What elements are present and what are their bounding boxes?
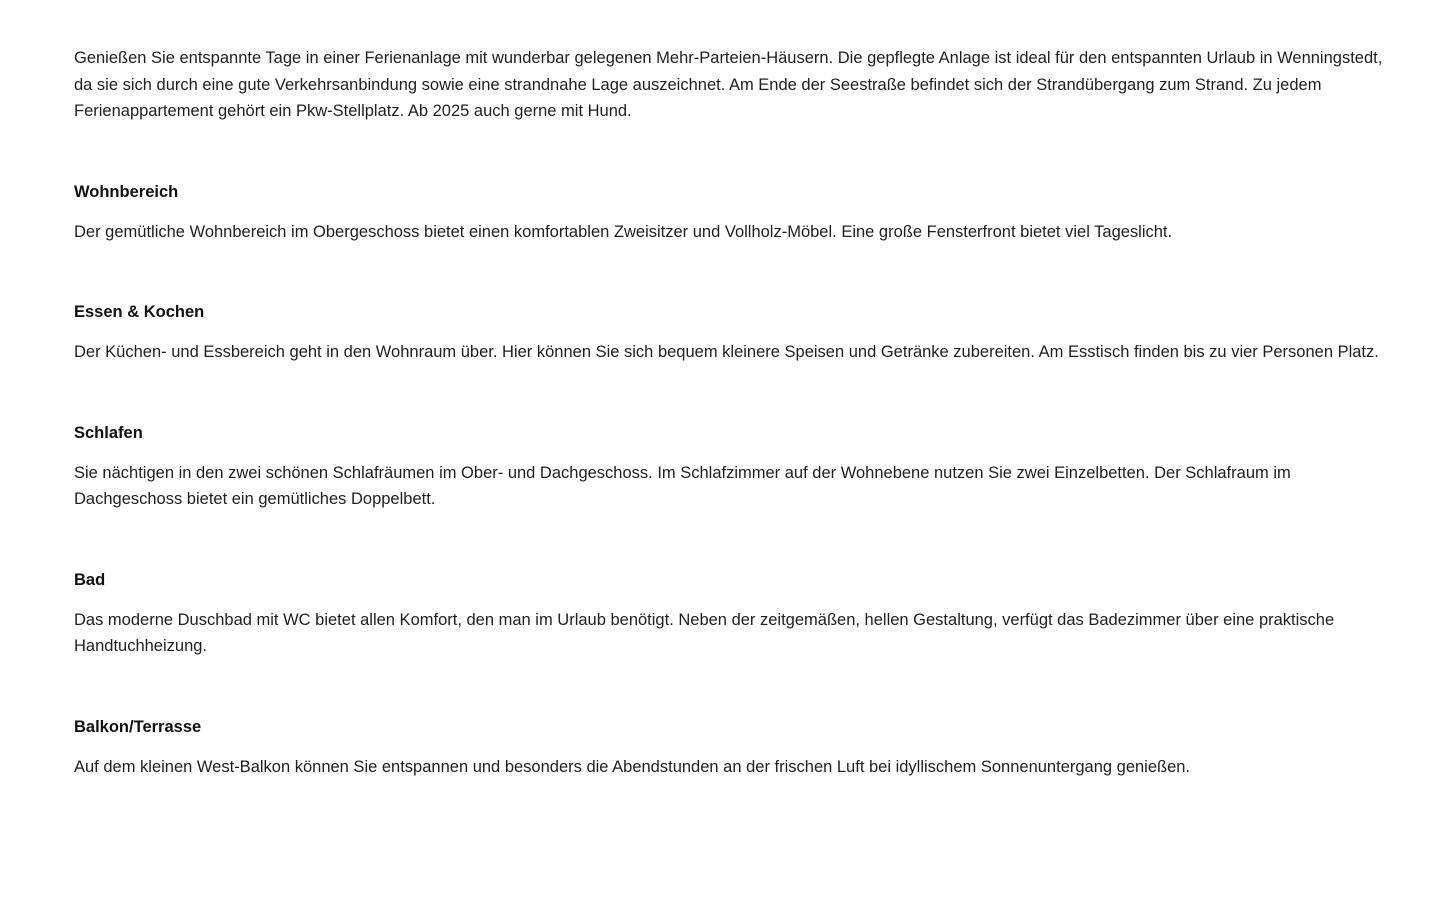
section-schlafen [74,420,1384,513]
section-heading: Essen & Kochen [74,303,205,321]
section-text: Der gemütliche Wohnbereich im Obergeschoss bietet einen komfortablen Zweisitzer und Vollholz-Möbel. Eine große Fensterfront bietet viel Tageslicht. [74,222,1173,241]
document-content [74,45,1384,780]
intro-paragraph: Genießen Sie entspannte Tage in einer Ferienanlage mit wunderbar gelegenen Mehr-Parteien-Häusern. Die gepflegte Anlage ist ideal für den entspannten Urlaub in Wenningstedt, da sie sich durch eine gute Verkehrsanbindung sowie eine strandnahe Lage auszeichnet. Am Ende der Seestraße befindet sich der Strandübergang zum Strand. Zu jedem Ferienappartement gehört ein Pkw-Stellplatz. Ab 2025 auch gerne mit Hund. [74,49,1383,120]
section-text: Der Küchen- und Essbereich geht in den Wohnraum über. Hier können Sie sich bequem kleinere Speisen und Getränke zubereiten. Am Esstisch finden bis zu vier Personen Platz. [74,343,1379,361]
section-text: Das moderne Duschbad mit WC bietet allen Komfort, den man im Urlaub benötigt. Neben der zeitgemäßen, hellen Gestaltung, verfügt das Badezimmer über eine praktische Handtuchheizung. [74,610,1335,655]
section-heading: Schlafen [74,423,143,442]
section-essen-kochen [74,299,1384,366]
section-balkon-terrasse [74,714,1384,781]
section-bad [74,567,1384,660]
section-heading: Bad [74,570,106,589]
section-heading: Balkon/Terrasse [74,717,202,736]
section-text: Auf dem kleinen West-Balkon können Sie entspannen und besonders die Abendstunden an der frischen Luft bei idyllischem Sonnenuntergang genießen. [74,757,1191,776]
section-wohnbereich [74,179,1384,246]
section-text: Sie nächtigen in den zwei schönen Schlafräumen im Ober- und Dachgeschoss. Im Schlafzimmer auf der Wohnebene nutzen Sie zwei Einzelbetten. Der Schlafraum im Dachgeschoss bietet ein gemütliches Doppelbett. [74,463,1291,508]
section-heading: Wohnbereich [74,182,179,201]
